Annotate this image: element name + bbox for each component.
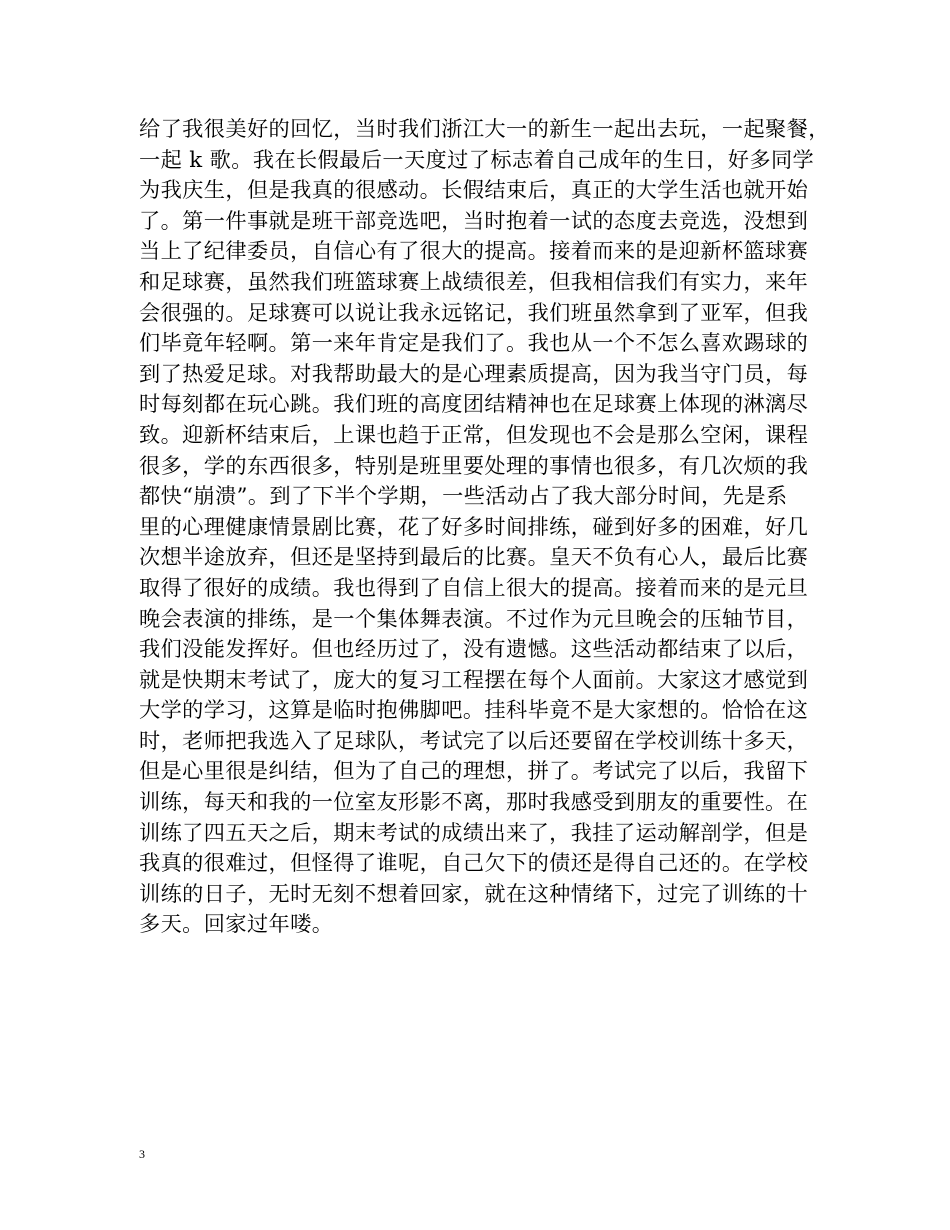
text-line: 致。迎新杯结束后，上课也趋于正常，但发现也不会是那么空闲，课程 (139, 421, 809, 447)
text-line: 当上了纪律委员，自信心有了很大的提高。接着而来的是迎新杯篮球赛 (139, 238, 809, 264)
text-line: 我真的很难过，但怪得了谁呢，自己欠下的债还是得自己还的。在学校 (139, 850, 809, 876)
page-number: 3 (139, 1147, 145, 1161)
text-line: 了。第一件事就是班干部竞选吧，当时抱着一试的态度去竞选，没想到 (139, 207, 809, 233)
text-line: 大学的学习，这算是临时抱佛脚吧。挂科毕竟不是大家想的。恰恰在这 (139, 697, 809, 723)
text-line: 里的心理健康情景剧比赛，花了好多时间排练，碰到好多的困难，好几 (139, 513, 809, 539)
text-line: 训练了四五天之后，期末考试的成绩出来了，我挂了运动解剖学，但是 (139, 819, 809, 845)
text-line: 都快“崩溃”。到了下半个学期，一些活动占了我大部分时间，先是系 (139, 483, 788, 509)
text-line: 就是快期末考试了，庞大的复习工程摆在每个人面前。大家这才感觉到 (139, 666, 809, 692)
text-line: 我们没能发挥好。但也经历过了，没有遗憾。这些活动都结束了以后， (139, 636, 809, 662)
text-line: 给了我很美好的回忆，当时我们浙江大一的新生一起出去玩，一起聚餐， (139, 116, 830, 141)
body-paragraph (139, 114, 830, 940)
text-line: 次想半途放弃，但还是坚持到最后的比赛。皇天不负有心人，最后比赛 (139, 544, 809, 570)
text-line: 取得了很好的成绩。我也得到了自信上很大的提高。接着而来的是元旦 (139, 574, 809, 600)
text-line: 多天。回家过年喽。 (139, 911, 334, 937)
text-line: 很多，学的东西很多，特别是班里要处理的事情也很多，有几次烦的我 (139, 452, 809, 478)
text-line: 为我庆生，但是我真的很感动。长假结束后，真正的大学生活也就开始 (139, 177, 809, 203)
text-line: 但是心里很是纠结，但为了自己的理想，拼了。考试完了以后，我留下 (139, 758, 809, 784)
text-line: 到了热爱足球。对我帮助最大的是心理素质提高，因为我当守门员，每 (139, 360, 809, 386)
text-line: 一起 k 歌。我在长假最后一天度过了标志着自己成年的生日，好多同学 (139, 146, 815, 172)
text-line: 训练的日子，无时无刻不想着回家，就在这种情绪下，过完了训练的十 (139, 880, 809, 906)
text-line: 时每刻都在玩心跳。我们班的高度团结精神也在足球赛上体现的淋漓尽 (139, 391, 809, 417)
text-line: 会很强的。足球赛可以说让我永远铭记，我们班虽然拿到了亚军，但我 (139, 299, 809, 325)
text-line: 时，老师把我选入了足球队，考试完了以后还要留在学校训练十多天， (139, 727, 809, 753)
text-line: 和足球赛，虽然我们班篮球赛上战绩很差，但我相信我们有实力，来年 (139, 268, 809, 294)
text-line: 们毕竟年轻啊。第一来年肯定是我们了。我也从一个不怎么喜欢踢球的 (139, 330, 809, 356)
text-line: 训练，每天和我的一位室友形影不离，那时我感受到朋友的重要性。在 (139, 789, 809, 815)
text-line: 晚会表演的排练，是一个集体舞表演。不过作为元旦晚会的压轴节目， (139, 605, 809, 631)
